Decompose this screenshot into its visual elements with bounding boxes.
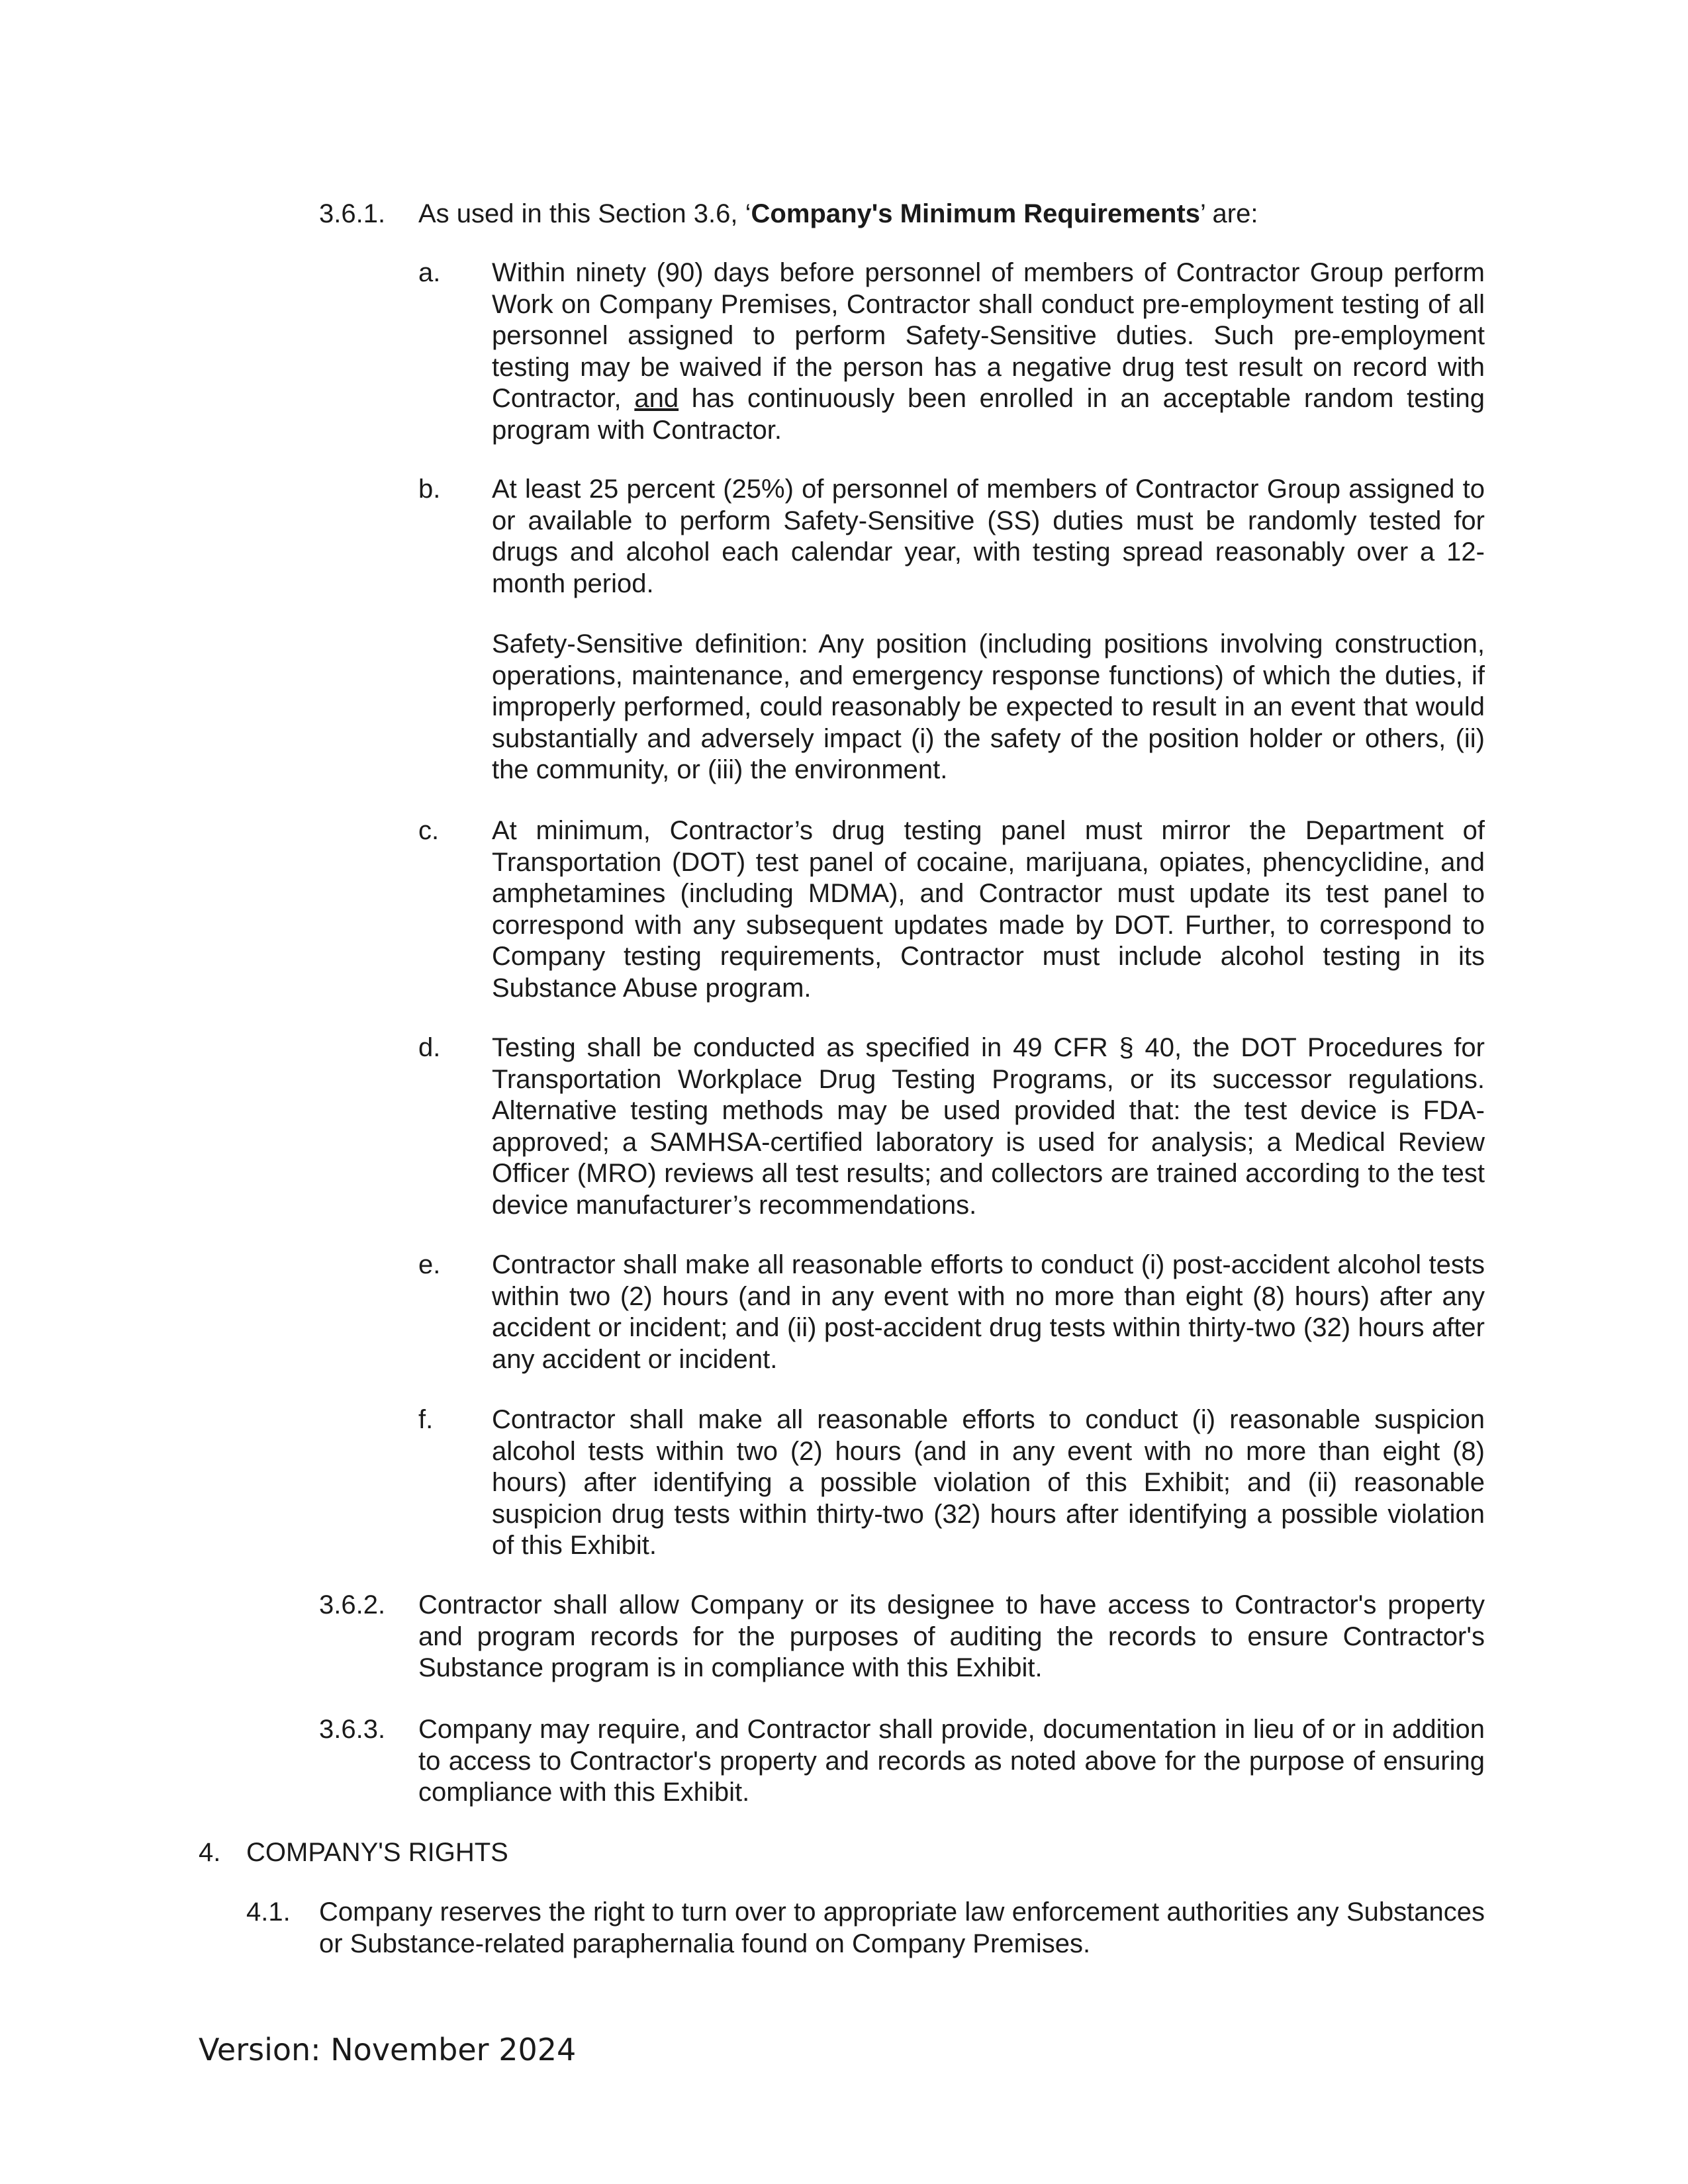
section-3-6-1-pre: As used in this Section 3.6, ‘ [418, 199, 751, 228]
section-number-3-6-2: 3.6.2. [319, 1590, 386, 1619]
item-label-d: d. [418, 1033, 441, 1062]
footer-version: Version: November 2024 [199, 2032, 577, 2068]
safety-sensitive-definition: Safety-Sensitive definition: Any position (including positions involving construction, operations, maintenance, and emergency response functions) of which the duties, if improperly performed, could reasonably be expected to result in an event that would substantially and adversely impact (i) the safety of the position holder or others, (ii) the community, or (iii) the environment. [492, 629, 1485, 784]
item-b-text: At least 25 percent (25%) of personnel of members of Contractor Group assigned to or available to perform Safety-Sensitive (SS) duties must be randomly tested for drugs and alcohol each calendar year, with testing spread reasonably over a 12-month period. [492, 475, 1485, 598]
section-3-6-1-heading [418, 199, 1491, 230]
item-e-text: Contractor shall make all reasonable efforts to conduct (i) post-accident alcohol tests within two (2) hours (and in any event with no more than eight (8) hours) after any accident or incident; and (ii) post-accident drug tests within thirty-two (32) hours after any accident or incident. [492, 1250, 1485, 1374]
item-a-text-part1: Within ninety (90) days before personnel of members of Contractor Group perform Work on Company Premises, Contractor shall conduct pre-employment testing of all personnel assigned to perform Safety-Sensitive duties. Such pre-employment testing may be waived if the person has a negative drug test result on record with Contractor, [492, 258, 1485, 413]
item-a-text [492, 257, 1485, 446]
section-number-3-6-1: 3.6.1. [319, 199, 386, 228]
section-number-3-6-3: 3.6.3. [319, 1715, 386, 1744]
section-3-6-1-post: ’ are: [1200, 199, 1258, 228]
item-c-text: At minimum, Contractor’s drug testing panel must mirror the Department of Transportation (DOT) test panel of cocaine, marijuana, opiates, phencyclidine, and amphetamines (including MDMA), and Contractor must update its test panel to correspond with any subsequent updates made by DOT. Further, to correspond to Company testing requirements, Contractor must include alcohol testing in its Substance Abuse program. [492, 816, 1485, 1003]
item-label-e: e. [418, 1250, 441, 1279]
section-4-1-text: Company reserves the right to turn over to appropriate law enforcement authorities any Substances or Substance-related paraphernalia found on Company Premises. [319, 1897, 1485, 1958]
section-4-title: COMPANY'S RIGHTS [246, 1838, 508, 1867]
section-3-6-2-text: Contractor shall allow Company or its designee to have access to Contractor's property and program records for the purposes of auditing the records to ensure Contractor's Substance program is in compliance with this Exhibit. [418, 1590, 1485, 1682]
item-a-text-part2: has continuously been enrolled in an acceptable random testing program with Contractor. [492, 384, 1485, 445]
item-label-b: b. [418, 475, 441, 504]
item-label-c: c. [418, 816, 440, 845]
item-f-text: Contractor shall make all reasonable efforts to conduct (i) reasonable suspicion alcohol tests within two (2) hours (and in any event with no more than eight (8) hours) after identifying a possible violation of this Exhibit; and (ii) reasonable suspicion drug tests within thirty-two (32) hours after identifying a possible violation of this Exhibit. [492, 1405, 1485, 1560]
company-minimum-requirements-term: Company's Minimum Requirements [751, 199, 1201, 228]
section-number-4: 4. [199, 1838, 221, 1867]
item-label-a: a. [418, 258, 441, 287]
item-d-text: Testing shall be conducted as specified in 49 CFR § 40, the DOT Procedures for Transportation Workplace Drug Testing Programs, or its successor regulations. Alternative testing methods may be used provided that: the test device is FDA-approved; a SAMHSA-certified laboratory is used for analysis; a Medical Review Officer (MRO) reviews all test results; and collectors are trained according to the test device manufacturer’s recommendations. [492, 1033, 1485, 1220]
section-number-4-1: 4.1. [246, 1897, 291, 1927]
item-a-underlined-and: and [634, 384, 679, 413]
section-3-6-3-text: Company may require, and Contractor shall provide, documentation in lieu of or in addition to access to Contractor's property and records as noted above for the purpose of ensuring compliance with this Exhibit. [418, 1715, 1485, 1807]
item-label-f: f. [418, 1405, 434, 1434]
